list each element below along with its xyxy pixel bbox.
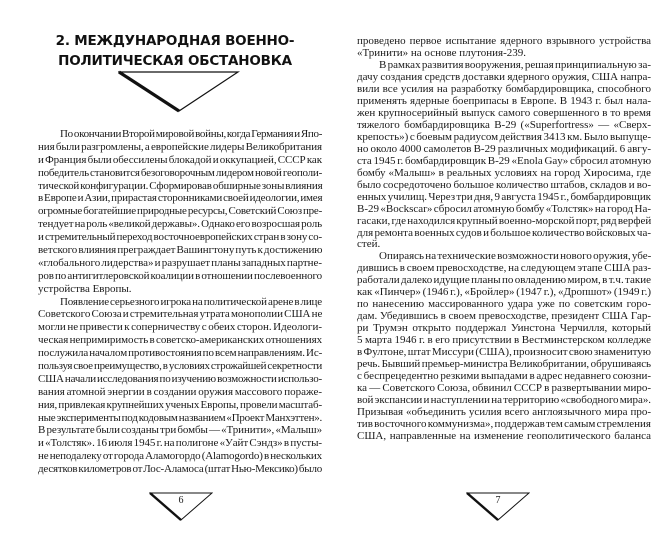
text-line: жен крупносерийный выпуск самого совершенного в то время xyxy=(357,106,651,119)
paragraph xyxy=(357,36,651,60)
heading-triangle-ornament xyxy=(118,70,240,114)
paragraph xyxy=(357,60,651,252)
text-line: Появление серьезного игрока на политической арене в лице xyxy=(60,295,322,308)
text-line: проведено первое испытание ядерного взрывного устройства xyxy=(357,35,651,47)
chapter-heading-line: 2. МЕЖДУНАРОДНАЯ ВОЕННО- xyxy=(55,33,295,49)
text-line: тической конфигурации. Сформировав обширные зоны влияния xyxy=(38,179,323,192)
text-line: дам. Убедившись в своем превосходстве, президент США Гар- xyxy=(357,310,651,323)
text-line: США, направленные на изменение геополитического баланса xyxy=(357,429,651,442)
text-line: В рамках развития вооружения, решая принципиальную за- xyxy=(379,58,651,71)
text-line: десятков километров от Лос-Аламоса (штат Нью-Мексико) было xyxy=(38,463,323,476)
text-line: но около 4000 самолетов B-29 различных модификаций. 6 авгу- xyxy=(357,142,651,155)
text-line: В результате были созданы три бомбы — «Тринити», «Малыш» xyxy=(38,424,322,437)
paragraph xyxy=(38,128,322,296)
text-line: Советского Союза и стремительная утрата монополии США не xyxy=(38,308,323,321)
text-line: работали далеко идущие планы по овладению миром, в т.ч. такие xyxy=(357,274,651,287)
text-line: ния были разгромлены, а европейские лидеры Великобритания xyxy=(38,140,322,153)
text-line: вания атомной энергии в создании оружия массового пораже- xyxy=(38,385,322,398)
text-line: ческая непримиримость в советско-американских отношениях xyxy=(38,334,322,347)
text-line: крепость») с боевым радиусом действия 3413 км. Было выпуще- xyxy=(357,130,651,143)
text-line: ветского влияния преграждает Вашингтону путь к достижению xyxy=(38,244,323,257)
text-line: речь. Бывший премьер-министра Великобритании, обрушиваясь xyxy=(357,358,651,371)
text-line: с беспрецедентно резкими выпадами в адрес недавнего союзни- xyxy=(357,370,652,383)
text-line: не неподалеку от города Аламогордо (Alamogordo) в нескольких xyxy=(38,450,322,463)
text-line: ка — Советского Союза, обвинил СССР в развертывании миро- xyxy=(357,382,651,395)
text-line: огромные богатейшие природные ресурсы, Советский Союз пре- xyxy=(38,205,322,218)
paragraph xyxy=(38,296,322,476)
text-line: Опираясь на технические возможности нового оружия, убе- xyxy=(379,250,652,263)
text-line: применять ядерные боеприпасы в Европе. В 1943 г. был нала- xyxy=(357,94,651,107)
text-line: послужила началом противостояния по всем направлениям. Ис- xyxy=(38,347,323,360)
text-line: тяжелого бомбардировщика B-29 («Superfortress» — «Сверх- xyxy=(357,118,651,131)
text-line: По окончании Второй мировой войны, когда Германия и Япо- xyxy=(60,128,323,140)
right-page xyxy=(336,0,672,540)
text-line: бомбу «Малыш» в реальных условиях на город Хиросима, где xyxy=(357,166,651,179)
text-line: США начали исследования по изучению возможности использо- xyxy=(38,372,322,385)
text-line: было сосредоточено большое количество штабов, складов и во- xyxy=(357,178,651,191)
text-line: в Европе и Азии, прирастая сторонниками своей идеологии, имея xyxy=(38,192,323,205)
paragraph xyxy=(357,251,651,443)
text-line: тендует на роль «великой державы». Однако его возросшая роль xyxy=(38,218,322,231)
text-line: ста 1945 г. бомбардировщик B-29 «Enola Gay» сбросил атомную xyxy=(357,154,652,167)
text-line: дачу создания средств доставки ядерного оружия, США напра- xyxy=(357,70,651,83)
page-number: 7 xyxy=(495,495,501,506)
text-line: 5 марта 1946 г. в его присутствии в Вестминстерском колледже xyxy=(357,334,651,347)
text-line: вили все усилия на разработку бомбардировщика, способного xyxy=(357,82,651,95)
text-line: тив восточного коммунизма», поддержав тем самым стремления xyxy=(357,418,651,430)
text-line: в Фултоне, штат Миссури (США), произносит свою знаменитую xyxy=(357,346,651,359)
text-line: ния, привлекая крупнейших ученых Европы, провели масштаб- xyxy=(38,398,322,411)
text-line: Призывая «объединить усилия всего англоязычного мира про- xyxy=(357,406,651,419)
text-line: стей. xyxy=(357,238,381,251)
text-line: ри Трумэн открыто поддержал Уинстона Черчилля, который xyxy=(357,322,651,335)
text-line: и стремительный переход восточноевропейских стран в зону со- xyxy=(38,231,322,244)
text-line: победитель становится безоговорочным лидером новой геополи- xyxy=(38,166,322,179)
text-line: и Франция были обессилены блокадой и оккупацией, СССР как xyxy=(38,153,322,166)
right-page-body xyxy=(357,36,651,443)
text-line: енных училищ. Через три дня, 9 августа 1945 г., бомбардировщик xyxy=(357,190,651,203)
text-line: для ремонта военных судов и большое количество войсковых ча- xyxy=(357,226,651,239)
text-line: ные эксперименты под кодовым названием «Проект Манхэттен». xyxy=(38,411,322,424)
text-line: гасаки, где находился крупный военно-морской порт, ряд верфей xyxy=(357,214,652,227)
text-line: как «Пинчер» (1946 г.), «Бройлер» (1947 г.), «Дропшот» (1949 г.) xyxy=(357,286,651,299)
page-number-badge xyxy=(149,492,213,522)
text-line: вой экспансии и наступлении на территорию «свободного мира». xyxy=(357,394,651,407)
text-line: дившись в своем превосходстве, на следующем этапе США раз- xyxy=(357,262,651,275)
text-line: по нанесению массированного удара уже по советским горо- xyxy=(357,298,651,311)
page-number-badge xyxy=(466,492,530,522)
chapter-heading xyxy=(0,31,350,71)
text-line: B-29 «Bockscar» сбросил атомную бомбу «Толстяк» на город На- xyxy=(357,202,651,215)
chapter-heading-line: ПОЛИТИЧЕСКАЯ ОБСТАНОВКА xyxy=(58,53,292,69)
text-line: ров по антигитлеровской коалиции в отношении послевоенного xyxy=(38,269,322,282)
left-page-body xyxy=(38,128,322,476)
page-number: 6 xyxy=(178,495,184,506)
text-line: устройства Европы. xyxy=(38,282,132,295)
text-line: и «Толстяк». 16 июля 1945 г. на полигоне «Уайт Сэндз» в пусты- xyxy=(38,437,322,450)
text-line: «глобального лидерства» и разрушает планы западных партне- xyxy=(38,256,322,269)
text-line: пользуя свое преимущество, в условиях строжайшей секретности xyxy=(38,360,322,373)
text-line: могли не привести к соперничеству с обеих сторон. Идеологи- xyxy=(38,321,322,334)
text-line: «Тринити» на основе плутония-239. xyxy=(357,46,527,59)
